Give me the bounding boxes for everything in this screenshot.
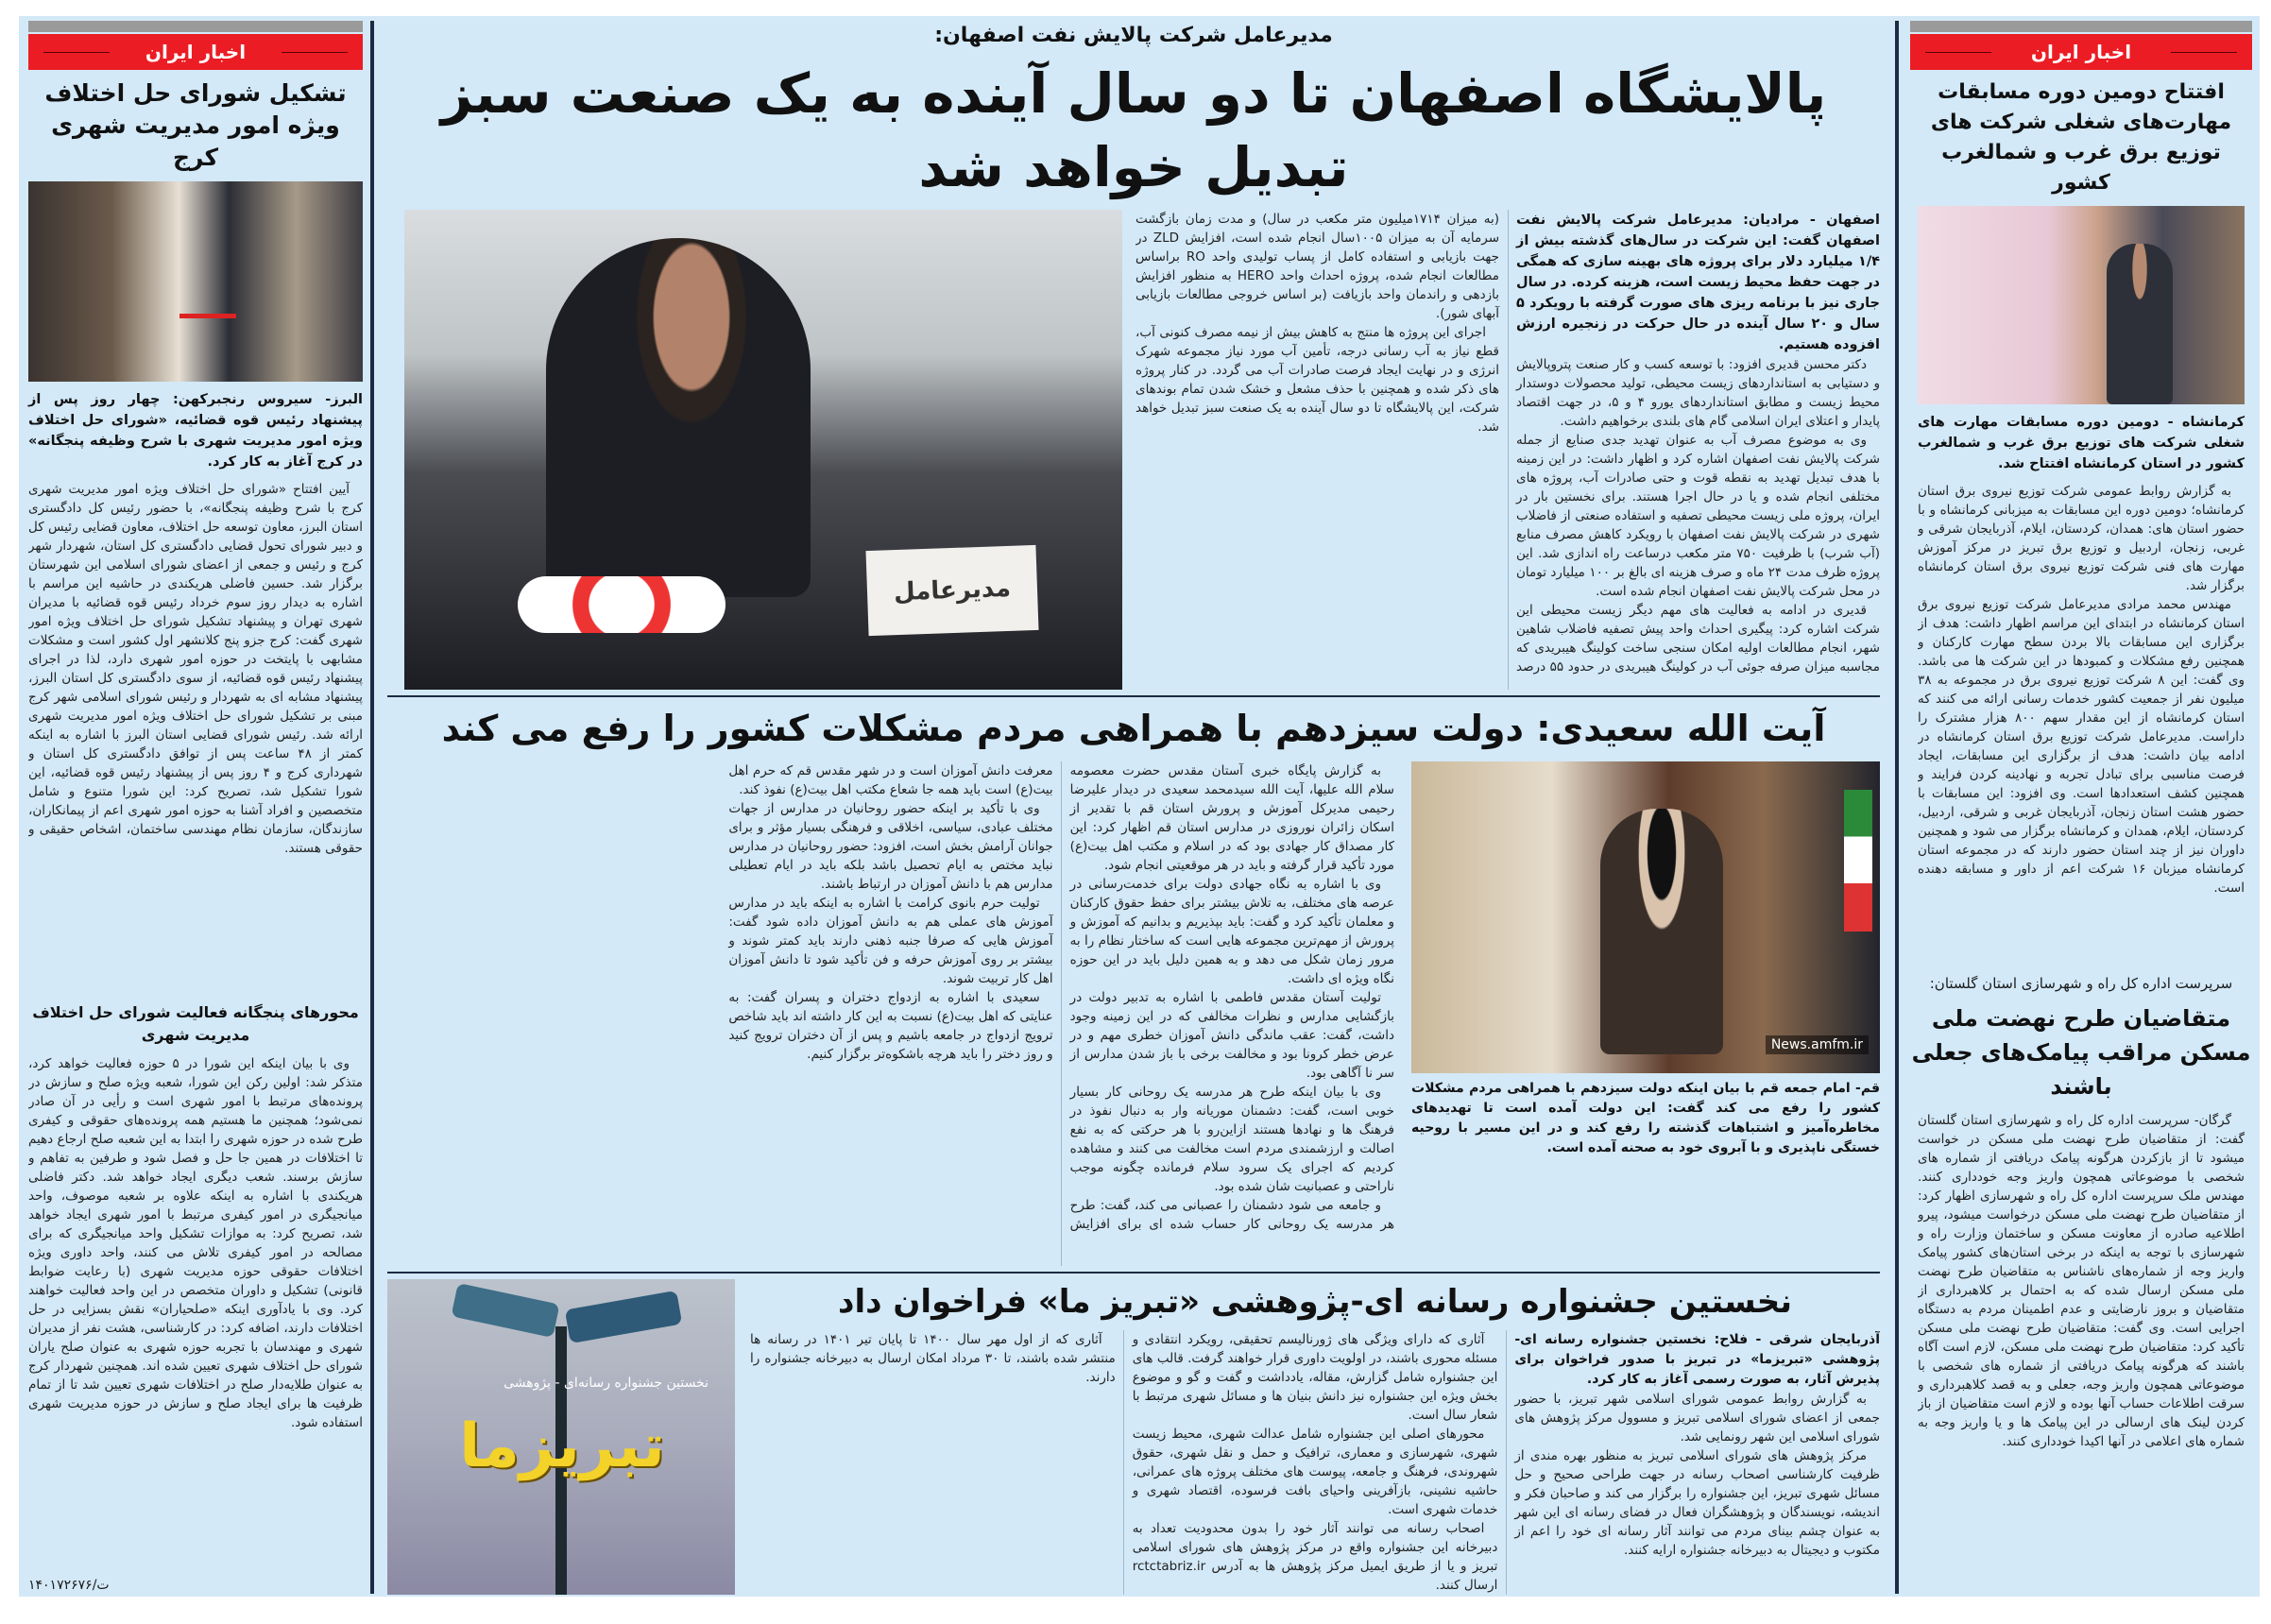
tabriz-article [387,1279,1880,1595]
main-article [387,21,1880,690]
right-headline-2: متقاضیان طرح نهضت ملی مسکن مراقب پیامک‌های جعلی باشند [1911,1005,2251,1100]
speaker-figure [2107,244,2173,404]
lamp-head [451,1283,559,1338]
flower-arrangement [518,576,726,633]
main-headline: پالایشگاه اصفهان تا دو سال آینده به یک صنعت سبز تبدیل خواهد شد [440,61,1827,199]
divider [387,695,1880,697]
paragraph: به گزارش روابط عمومی شرکت توزیع نیروی برق استان کرمانشاه؛ دومین دوره این مسابقات به میزبانی کرمانشاه و با حضور استان های: همدان، کردستان، ایلام، آذربایجان شرقی و غربی، زنجان، اردبیل و توزیع برق تبریز در مرکز آموزش مهارت های فنی شرکت توزیع نیروی برق استان کرمانشاه برگزار شد. [1918,484,2245,593]
paragraph: دکتر محسن قدیری افزود: با توسعه کسب و کار صنعت پتروپالایش و دستیابی به استانداردهای زیست محیطی، تولید محصولات دوستدار محیط زیست و مطابق استانداردهای یورو ۴ و ۵، در جهت اقتصاد پایدار و اعتلای ایران اسلامی گام های بلندی برخواهیم داشت. [1516,357,1880,429]
divider [387,1272,1880,1274]
saeedi-article [387,703,1880,1266]
paragraph: و جامعه می شود دشمنان را عصبانی می کند، گفت: طرح هر مدرسه یک روحانی کار حساب شده ای برای افزایش معرفت دانش آموزان است و در شهر مقدس قم که حرم اهل بیت(ع) است باید همه جا شعاع مکتب اهل بیت(ع) نفوذ کند. [728,763,1394,1232]
saeedi-headline: آیت الله سعیدی: دولت سیزدهم با همراهی مردم مشکلات کشور را رفع می کند [441,708,1826,749]
tabriz-headline: نخستین جشنواره رسانه ای-پژوهشی «تبریز ما» فراخوان داد [838,1283,1792,1321]
right-headline: افتتاح دومین دوره مسابقات مهارت‌های شغلی شرکت های توزیع برق غرب و شمالغرب کشور [1930,80,2232,195]
left-body-2 [28,1054,363,1568]
tabrizma-poster [387,1279,735,1595]
section-header-right [1910,21,2252,70]
paragraph: وی با تأکید بر اینکه حضور روحانیان در مدارس از جهات مختلف عبادی، سیاسی، اخلاقی و فرهنگی بسیار مؤثر و برای جوانان آرامش بخش است، افزود: حضور روحانیان در مدارس نباید مختص به ایام تحصیل باشد بلکه باید در ایام تعطیلی مدارس هم با دانش آموزان در ارتباط باشند. [728,801,1053,892]
paragraph: وی با بیان اینکه طرح هر مدرسه یک روحانی کار بسیار خوبی است، گفت: دشمنان موریانه وار به دنبال نفوذ در فرهنگ ها و نهادها هستند ازاین‌رو با هر حرکتی که به نفع اصالت و ارزشمندی مردم است مخالفت می کنند و مشاهده کردیم که اجرای یک سرود سلام فرمانده چگونه موجب ناراحتی و عصبانیت شان شده بود. [1069,1085,1394,1194]
paragraph: مرکز پژوهش های شورای اسلامی تبریز به منظور بهره مندی از ظرفیت کارشناسی اصحاب رسانه در جهت طراحی صحیح و حل مسائل شهری تبریز، این جشنواره را برگزار می کند و صاحبان فکر و اندیشه، نویسندگان و پژوهشگران فعال در فضای رسانه ای این شهر به عنوان چشم بینای مردم می توانند آثار رسانه ای خود را اعم از مکتوب و دیجیتال به دبیرخانه جشنواره ارایه کنند. [1514,1448,1880,1558]
paragraph: محورهای اصلی این جشنواره شامل عدالت شهری، محیط زیست شهری، شهرسازی و معماری، ترافیک و حمل و نقل شهری، حقوق شهروندی، فرهنگ و جامعه، پیوست های مختلف پروژه های عمرانی، حاشیه نشینی، بازآفرینی واحیای بافت فرسوده، اقتصاد شهری و خدمات شهری است. [1132,1427,1498,1517]
paragraph: وی به موضوع مصرف آب به عنوان تهدید جدی صنایع از جمله شرکت پالایش نفت اصفهان اشاره کرد و اظهار داشت: در این زمینه با هدف تبدیل تهدید به نقطه قوت و حتی صادرات آب، پروژه های مختلفی انجام شده و یا در حال اجرا هستند. برای نخستین بار در ایران، پروژه ملی زیست محیطی تصفیه و استفاده صنعتی از فاضلاب شهری در شرکت پالایش نفت اصفهان با رویکرد کاهش مصرف منابع (آب شرب) با ظرفیت ۷۵۰ متر مکعب درساعت راه اندازی شد. این پروژه ظرف مدت ۲۴ ماه و صرف هزینه ای بالغ بر ۱۰۰ میلیارد تومان در محل شرکت پالایش نفت اصفهان انجام شده است. [1516,433,1880,599]
saeedi-body [387,761,1394,1266]
paragraph: آیین افتتاح «شورای حل اختلاف ویژه امور مدیریت شهری کرج با شرح وظیفه پنجگانه»، با حضور رئیس کل دادگستری استان البرز، معاون توسعه حل اختلاف، معاون قضایی رئیس کل و دبیر شورای تحول قضایی دادگستری کل استان، شهردار شهر کرج و رئیس و جمعی از اعضای شورای اسلامی این شهرستان برگزار شد. حسین فاضلی هریکندی در حاشیه این مراسم با اشاره به دیدار روز سوم خرداد رئیس قوه قضائیه با مدیران شهری تهران و پیشنهاد تشکیل شورای حل اختلاف ویژه امور شهری گفت: کرج جزو پنج کلانشهر اول کشور است و مشکلات مشابهی با پایتخت در حوزه امور شهری دارد، لذا در اجرای پیشنهاد رئیس قوه قضائیه، از سوی دادگستری کل استان البرز، پیشنهاد مشابه ای به شهردار و رئیس شورای اسلامی شهر کرج مبنی بر تشکیل شورای حل اختلاف ویژه امور مدیریت شهری ارائه شد. رئیس شورای قضایی استان البرز با اشاره به اینکه کمتر از ۴۸ ساعت پس از توافق دادگستری کل استان و شهرداری کرج و ۴ روز پس از پیشنهاد رئیس قوه قضائیه، این شورا تشکیل شد، تصریح کرد: این شورا متنوع و شامل متخصصین و افراد آشنا به حوزه امور شهری اعم از پیمانکاران، سازندگان، سازمان نظام مهندسی ساختمان، اشخاص حقیقی و حقوقی هستند. [28,482,363,856]
poster-subtitle: نخستین جشنواره رسانه‌ای - پژوهشی [504,1376,709,1391]
paragraph: اصحاب رسانه می توانند آثار خود را بدون محدودیت تعداد به دبیرخانه این جشنواره واقع در مرکز پژوهش های شورای اسلامی تبریز و یا از طریق ایمیل مرکز پژوهش ها به آدرس rctctabriz.ir ارسال کنند. [1132,1521,1498,1593]
main-kicker: مدیرعامل شرکت پالایش نفت اصفهان: [934,24,1333,47]
right-kicker-2: سرپرست اداره کل راه و شهرسازی استان گلستان: [1929,975,2233,992]
center-column [387,21,1880,1595]
tabriz-body [750,1330,1880,1595]
left-subhead: محورهای پنجگانه فعالیت شورای حل اختلاف مدیریت شهری [32,1003,359,1044]
main-article-row [387,210,1880,690]
left-lead: البرز- سیروس رنجبرکهن: چهار روز پس از پیشنهاد رئیس قوه قضائیه، «شورای حل اختلاف ویژه امور مدیریت شهری با شرح وظیفه پنجگانه» در کرج آغاز به کار کرد. [28,392,363,470]
left-headline: تشکیل شورای حل اختلاف ویژه امور مدیریت شهری کرج [44,79,347,171]
paragraph: وی با بیان اینکه این شورا در ۵ حوزه فعالیت خواهد کرد، متذکر شد: اولین رکن این شورا، شعبه ویژه صلح و سازش در پرونده‌های مرتبط با امور شهری است و رأیی در آن صادر نمی‌شود؛ همچنین ما هستیم همه پرونده‌های حقوقی و کیفری طرح شده در حوزه شهری را ابتدا به این شعبه صلح ارجاع دهیم تا اختلافات در همین جا حل و فصل شود و طرفین به تفاهم و سازش برسند. شعب دیگری ایجاد خواهد شد. دکتر فاضلی هریکندی با اشاره به اینکه علاوه بر شعبه موصوف، واحد میانجیگری در امور کیفری مرتبط با امور شهری ایجاد خواهد شد، تصریح کرد: به موازات تشکیل واحد میانجیگری که برای مصالحه در امور کیفری تلاش می کنند، واحد داوری ویژه اختلافات حقوقی حوزه مدیریت شهری (با رعایت ضوابط قانونی) تشکیل و داوران متخصص در این واحد فعالیت خواهند کرد. وی با یادآوری اینکه «صلحیاران» نقش بسزایی در حل اختلافات دارند، اضافه کرد: در کارشناسی، هشت نفر از مدیران شهری و مهندسان با تجربه حوزه شهری به عنوان صلح یاران شورای حل اختلاف شهری تعیین شده اند. همچنین شهردار کرج به عنوان طلایه‌دار صلح در اختلافات شهری تعیین شد تا از تمام ظرفیت ها برای ایجاد صلح و سازش در حوزه مدیریت شهری استفاده شود. [28,1056,363,1430]
section-label: اخبار ایران [1910,34,2252,70]
paragraph: گرگان- سرپرست اداره کل راه و شهرسازی استان گلستان گفت: از متقاضیان طرح نهضت ملی مسکن در خواست میشود تا از بازکردن هرگونه پیامک دریافتی از شماره های شخصی با موضوعاتی همچون واریز وجه خودداری کنند. مهندس ملک سرپرست اداره کل راه و شهرسازی اظهار کرد: از متقاضیان طرح نهضت ملی مسکن درخواست میشود، پیرو اطلاعیه صادره از معاونت مسکن و ساختمان وزارت راه و شهرسازی با توجه به اینکه در برخی استان‌های کشور پیامک واریز وجه از شماره‌های ناشناس به متقاضیان طرح نهضت ملی مسکن ارسال شده که به احتمال بر کلاهبرداری از متقاضیان و بروز نارضایتی و عدم اطمینان مردم به دستگاه اجرایی است. وی گفت: متقاضیان طرح نهضت ملی مسکن تأکید کرد: متقاضیان طرح نهضت ملی مسکن، لازم است آگاه باشند که هرگونه پیامک دریافتی از شماره های شخصی با موضوعاتی همچون واریز وجه، جعلی و به قصد کلاهبرداری و سرقت اطلاعات حساب آنها بوده و لازم است متقاضیان از باز کردن لینک های ارسالی در این پیامک ها و یا واریز وجه به شماره های اعلامی در آنها اکیدا خودداری کنند. [1918,1113,2245,1449]
lamp-head [565,1291,682,1343]
paragraph: مهندس محمد مرادی مدیرعامل شرکت توزیع نیروی برق استان کرمانشاه در ابتدای این مراسم اظهار داشت: هدف از برگزاری این مسابقات بالا بردن سطح مهارت کارکنان و همچنین رفع مشکلات و کمبودها در این شرکت ها می باشد. وی گفت: این ۸ شرکت توزیع نیروی برق در مجموعه به ۳۸ میلیون نفر از جمعیت کشور خدمات رسانی ارائه می کنند که استان کرمانشاه از این مقدار سهم ۸۰۰ هزار مشترک را داراست. مدیرعامل شرکت توزیع برق استان کرمانشاه در ادامه بیان داشت: هدف از برگزاری این مسابقات، ایجاد فرصت مناسبی برای تبادل تجربه و نهادینه کردن فرایند و همچنین کشف استعدادها است. وی افزود: این مسابقات با حضور هشت استان زنجان، آذربایجان غربی و شرقی، اردبیل، کردستان، ایلام، همدان و کرمانشاه برگزار می شود و همچنین داوران نیز از چند استان حضور دارند که در مجموعه استان کرمانشاه میزبان ۱۶ شرکت اعم از داور و مسابقه دهنده است. [1918,597,2245,896]
ayatollah-saeedi-photo [1411,761,1880,1073]
column-divider [1895,21,1899,1594]
paragraph: قدیری در ادامه به فعالیت های مهم دیگر زیست محیطی این شرکت اشاره کرد: پیگیری احداث واحد پیش تصفیه فاضلاب شاهین شهر، انجام مطالعات اولیه امکان سنجی ساخت کولینگ هیبریدی که مجاسبه میزان صرفه جوئی آب در کولینگ هیبریدی در حدود ۵۵ درصد (به میزان ۱۷۱۴میلیون متر مکعب در سال) و مدت زمان بازگشت سرمایه آن به میزان ۱۰۰۵سال انجام شده است، افزایش ZLD در جهت بازیابی و استفاده کامل از پساب تولیدی واحد RO براساس مطالعات انجام شده، پروژه احداث واحد HERO به منظور افزایش بازدهی و راندمان واحد بازیافت (بر اساس خروجی مطالعات بازیابی آبهای شور). [1136,212,1880,675]
refinery-ceo-photo [404,210,1122,690]
paragraph: آثاری که دارای ویژگی های ژورنالیسم تحقیقی، رویکرد انتقادی و مسئله محوری باشند، در اولویت داوری قرار خواهند گرفت. قالب های این جشنواره شامل گزارش، مقاله، یادداشت و گفت و گو و موضوع بخش ویژه این جشنواره نیز دانش بنیان ها و مسائل شهری مرتبط با شعار سال است. [1132,1332,1498,1423]
saeedi-photo-column [1411,761,1880,1266]
paragraph: آثاری که از اول مهر سال ۱۴۰۰ تا پایان تیر ۱۴۰۱ در رسانه ها منتشر شده باشند، تا ۳۰ مرداد امکان ارسال به دبیرخانه جشنواره را دارند. [750,1332,1116,1385]
saeedi-lead: قم- امام جمعه قم با بیان اینکه دولت سیزدهم با همراهی مردم مشکلات کشور را رفع می کند گفت: این دولت آمده است تا تهدیدهای مخاطره‌آمیز و اشتباهات گذشته را رفع کند و در این مسیر با روحیه خستگی ناپذیری و با آبروی خود به صحنه آمده است. [1411,1081,1880,1155]
kermanshah-event-photo [1918,206,2245,404]
poster-title: تبریزما [459,1411,665,1481]
tabriz-lead: آذربایجان شرقی - فلاح: نخستین جشنواره رسانه ای-پژوهشی «تبریزما» در تبریز با صدور فراخوان برای پذیرش آثار، به صورت رسمی آغاز به کار کرد. [1514,1332,1880,1387]
paragraph: اجرای این پروژه ها منتج به کاهش بیش از نیمه مصرف کنونی آب، قطع نیاز به آب رسانی درجه، تأمین آب مورد نیاز مجموعه شهرک انرژی و در نهایت ایجاد فرصت صادرات آب می گردد. در کنار پروژه های ذکر شده و همچنین با حذف مشعل و خشک شدن تمام بوندهای شرکت، این پالایشگاه تا دو سال آینده به یک صنعت سبز تبدیل خواهد شد. [1136,325,1499,435]
tabriz-text [750,1279,1880,1595]
section-header-left [28,21,363,70]
column-divider [370,21,374,1594]
section-label: اخبار ایران [28,34,363,70]
paragraph: تولیت آستان مقدس فاطمی با اشاره به تدبیر دولت در بازگشایی مدارس و نظرات مخالفی که در این زمینه وجود داشت، گفت: عقب ماندگی دانش آموزان خطری مهم و در عرض خطر کرونا بود و مخالفت برخی با باز شدن مدارس از سر نا آگاهی بود. [1069,990,1394,1081]
ad-code: ت/۱۴۰۱۷۲۶۷۶ [28,1578,110,1593]
main-lead: اصفهان - مرادیان: مدیرعامل شرکت پالایش نفت اصفهان گفت: این شرکت در سال‌های گذشته بیش از ۱/۴ میلیارد دلار برای پروژه های بهینه سازی که همگی در جهت حفظ محیط زیست است، هزینه کرده. در سال جاری نیز با برنامه ریزی های صورت گرفته با رویکرد ۵ سال و ۲۰ سال آینده در حال حرکت در زنجیره ارزش افزوده هستیم. [1516,213,1880,352]
right-column [1910,21,2252,1595]
right-body [1918,482,2245,966]
right-body-2 [1918,1111,2245,1595]
person-figure [546,238,811,597]
main-body [1136,210,1880,690]
photo-watermark: News.amfm.ir [1766,1035,1869,1054]
right-lead: کرمانشاه - دومین دوره مسابقات مهارت های شغلی شرکت های توزیع برق غرب و شمالغرب کشور در استان کرمانشاه افتتاح شد. [1918,415,2245,471]
paragraph: سعیدی با اشاره به ازدواج دختران و پسران گفت: به عنایتی که اهل بیت(ع) نسبت به این کار داشته اند باید شاخص ترویج ازدواج در جامعه باشیم و پس از آن دختران ترویج کنید و روز دختر را باید هرچه باشکوه‌تر برگزار کنیم. [728,990,1053,1062]
person-figure [1600,809,1723,1054]
left-column [28,21,363,1595]
ceo-nameplate: مدیرعامل [865,545,1038,636]
paragraph: به گزارش پایگاه خبری آستان مقدس حضرت معصومه سلام الله علیها، آیت الله سیدمحمد سعیدی در دیدار علیرضا رحیمی مدیرکل آموزش و پرورش استان قم با تقدیر از اسکان زائران نوروزی در مدارس استان قم اظهار کرد: این کار مصداق کار جهادی بود که در اسلام و مکتب اهل بیت(ع) مورد تأکید قرار گرفته و باید در هر موقعیتی انجام شود. [1069,763,1394,873]
paragraph: تولیت حرم بانوی کرامت با اشاره به اینکه باید در مدارس آموزش های عملی هم به دانش آموزان داده شود گفت: آموزش هایی که صرفا جنبه ذهنی دارند باید کمتر شوند و بیشتر بر روی آموزش حرفه و فن تأکید شود تا دانش آموزان اهل کار تربیت شوند. [728,896,1053,986]
ribbon [179,314,236,318]
paragraph: وی با اشاره به نگاه جهادی دولت برای خدمت‌رسانی در عرصه های مختلف، به تلاش بیشتر برای حفظ حقوق کارکنان و معلمان تأکید کرد و گفت: باید بپذیریم و بدانیم که آموزش و پرورش از مهم‌ترین مجموعه هایی است که ساختار نظام را به مرور زمان شکل می دهد و به همین دلیل باید در این حوزه نگاه ویژه ای داشت. [1069,877,1394,986]
karaj-ceremony-photo [28,181,363,382]
left-body [28,480,363,994]
iran-flag [1844,790,1872,932]
saeedi-row [387,761,1880,1266]
paragraph: به گزارش روابط عمومی شورای اسلامی شهر تبریز، با حضور جمعی از اعضای شورای اسلامی تبریز و مسوول مرکز پژوهش های شورای اسلامی این شهر رونمایی شد. [1514,1392,1880,1445]
